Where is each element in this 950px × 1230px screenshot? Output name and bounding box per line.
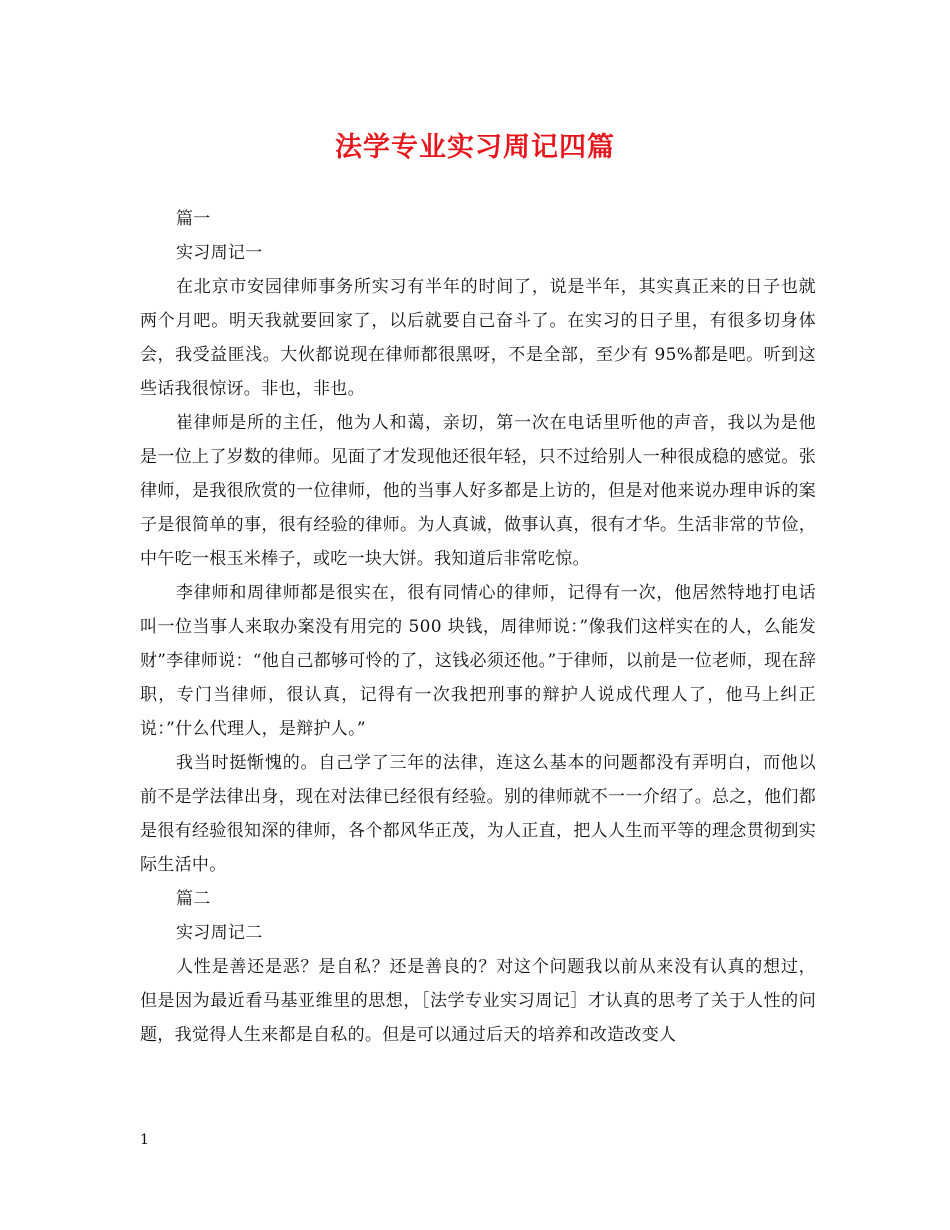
- paragraph: 李律师和周律师都是很实在，很有同情心的律师，记得有一次，他居然特地打电话叫一位当事人来取办案没有用完的 500 块钱，周律师说：”像我们这样实在的人，么能发财”李律师说：“他自己都够可怜的了，这钱必须还他。”于律师，以前是一位老师，现在辞职，专门当律师，很认真，记得有一次我把刑事的辩护人说成代理人了，他马上纠正说：”什么代理人，是辩护人。”: [140, 583, 816, 739]
- paragraph: 我当时挺惭愧的。自己学了三年的法律，连这么基本的问题都没有弄明白，而他以前不是学法律出身，现在对法律已经很有经验。别的律师就不一一介绍了。总之，他们都是很有经验很知深的律师，各个都风华正茂，为人正直，把人人生而平等的理念贯彻到实际生活中。: [140, 753, 816, 875]
- subsection-heading-1: 实习周记一: [176, 243, 263, 263]
- document-title: 法学专业实习周记四篇: [335, 132, 615, 163]
- section-heading-2: 篇二: [176, 889, 211, 909]
- paragraph: 在北京市安园律师事务所实习有半年的时间了，说是半年，其实真正来的日子也就两个月吧。明天我就要回家了，以后就要自己奋斗了。在实习的日子里，有很多切身体会，我受益匪浅。大伙都说现在律师都很黑呀，不是全部，至少有 95%都是吧。听到这些话我很惊讶。非也，非也。: [140, 277, 816, 399]
- paragraph: 崔律师是所的主任，他为人和蔼，亲切，第一次在电话里听他的声音，我以为是他是一位上了岁数的律师。见面了才发现他还很年轻，只不过给别人一种很成稳的感觉。张律师，是我很欣赏的一位律师，他的当事人好多都是上访的，但是对他来说办理申诉的案子是很简单的事，很有经验的律师。为人真诚，做事认真，很有才华。生活非常的节俭，中午吃一根玉米棒子，或吃一块大饼。我知道后非常吃惊。: [140, 413, 816, 569]
- document-body: [140, 202, 816, 1052]
- paragraph: 人性是善还是恶？是自私？还是善良的？对这个问题我以前从来没有认真的想过，但是因为最近看马基亚维里的思想，［法学专业实习周记］才认真的思考了关于人性的问题，我觉得人生来都是自私的。但是可以通过后天的培养和改造改变人: [140, 957, 816, 1045]
- page-number: 1: [140, 1132, 149, 1148]
- subsection-heading-2: 实习周记二: [176, 923, 263, 943]
- section-heading-1: 篇一: [176, 209, 211, 229]
